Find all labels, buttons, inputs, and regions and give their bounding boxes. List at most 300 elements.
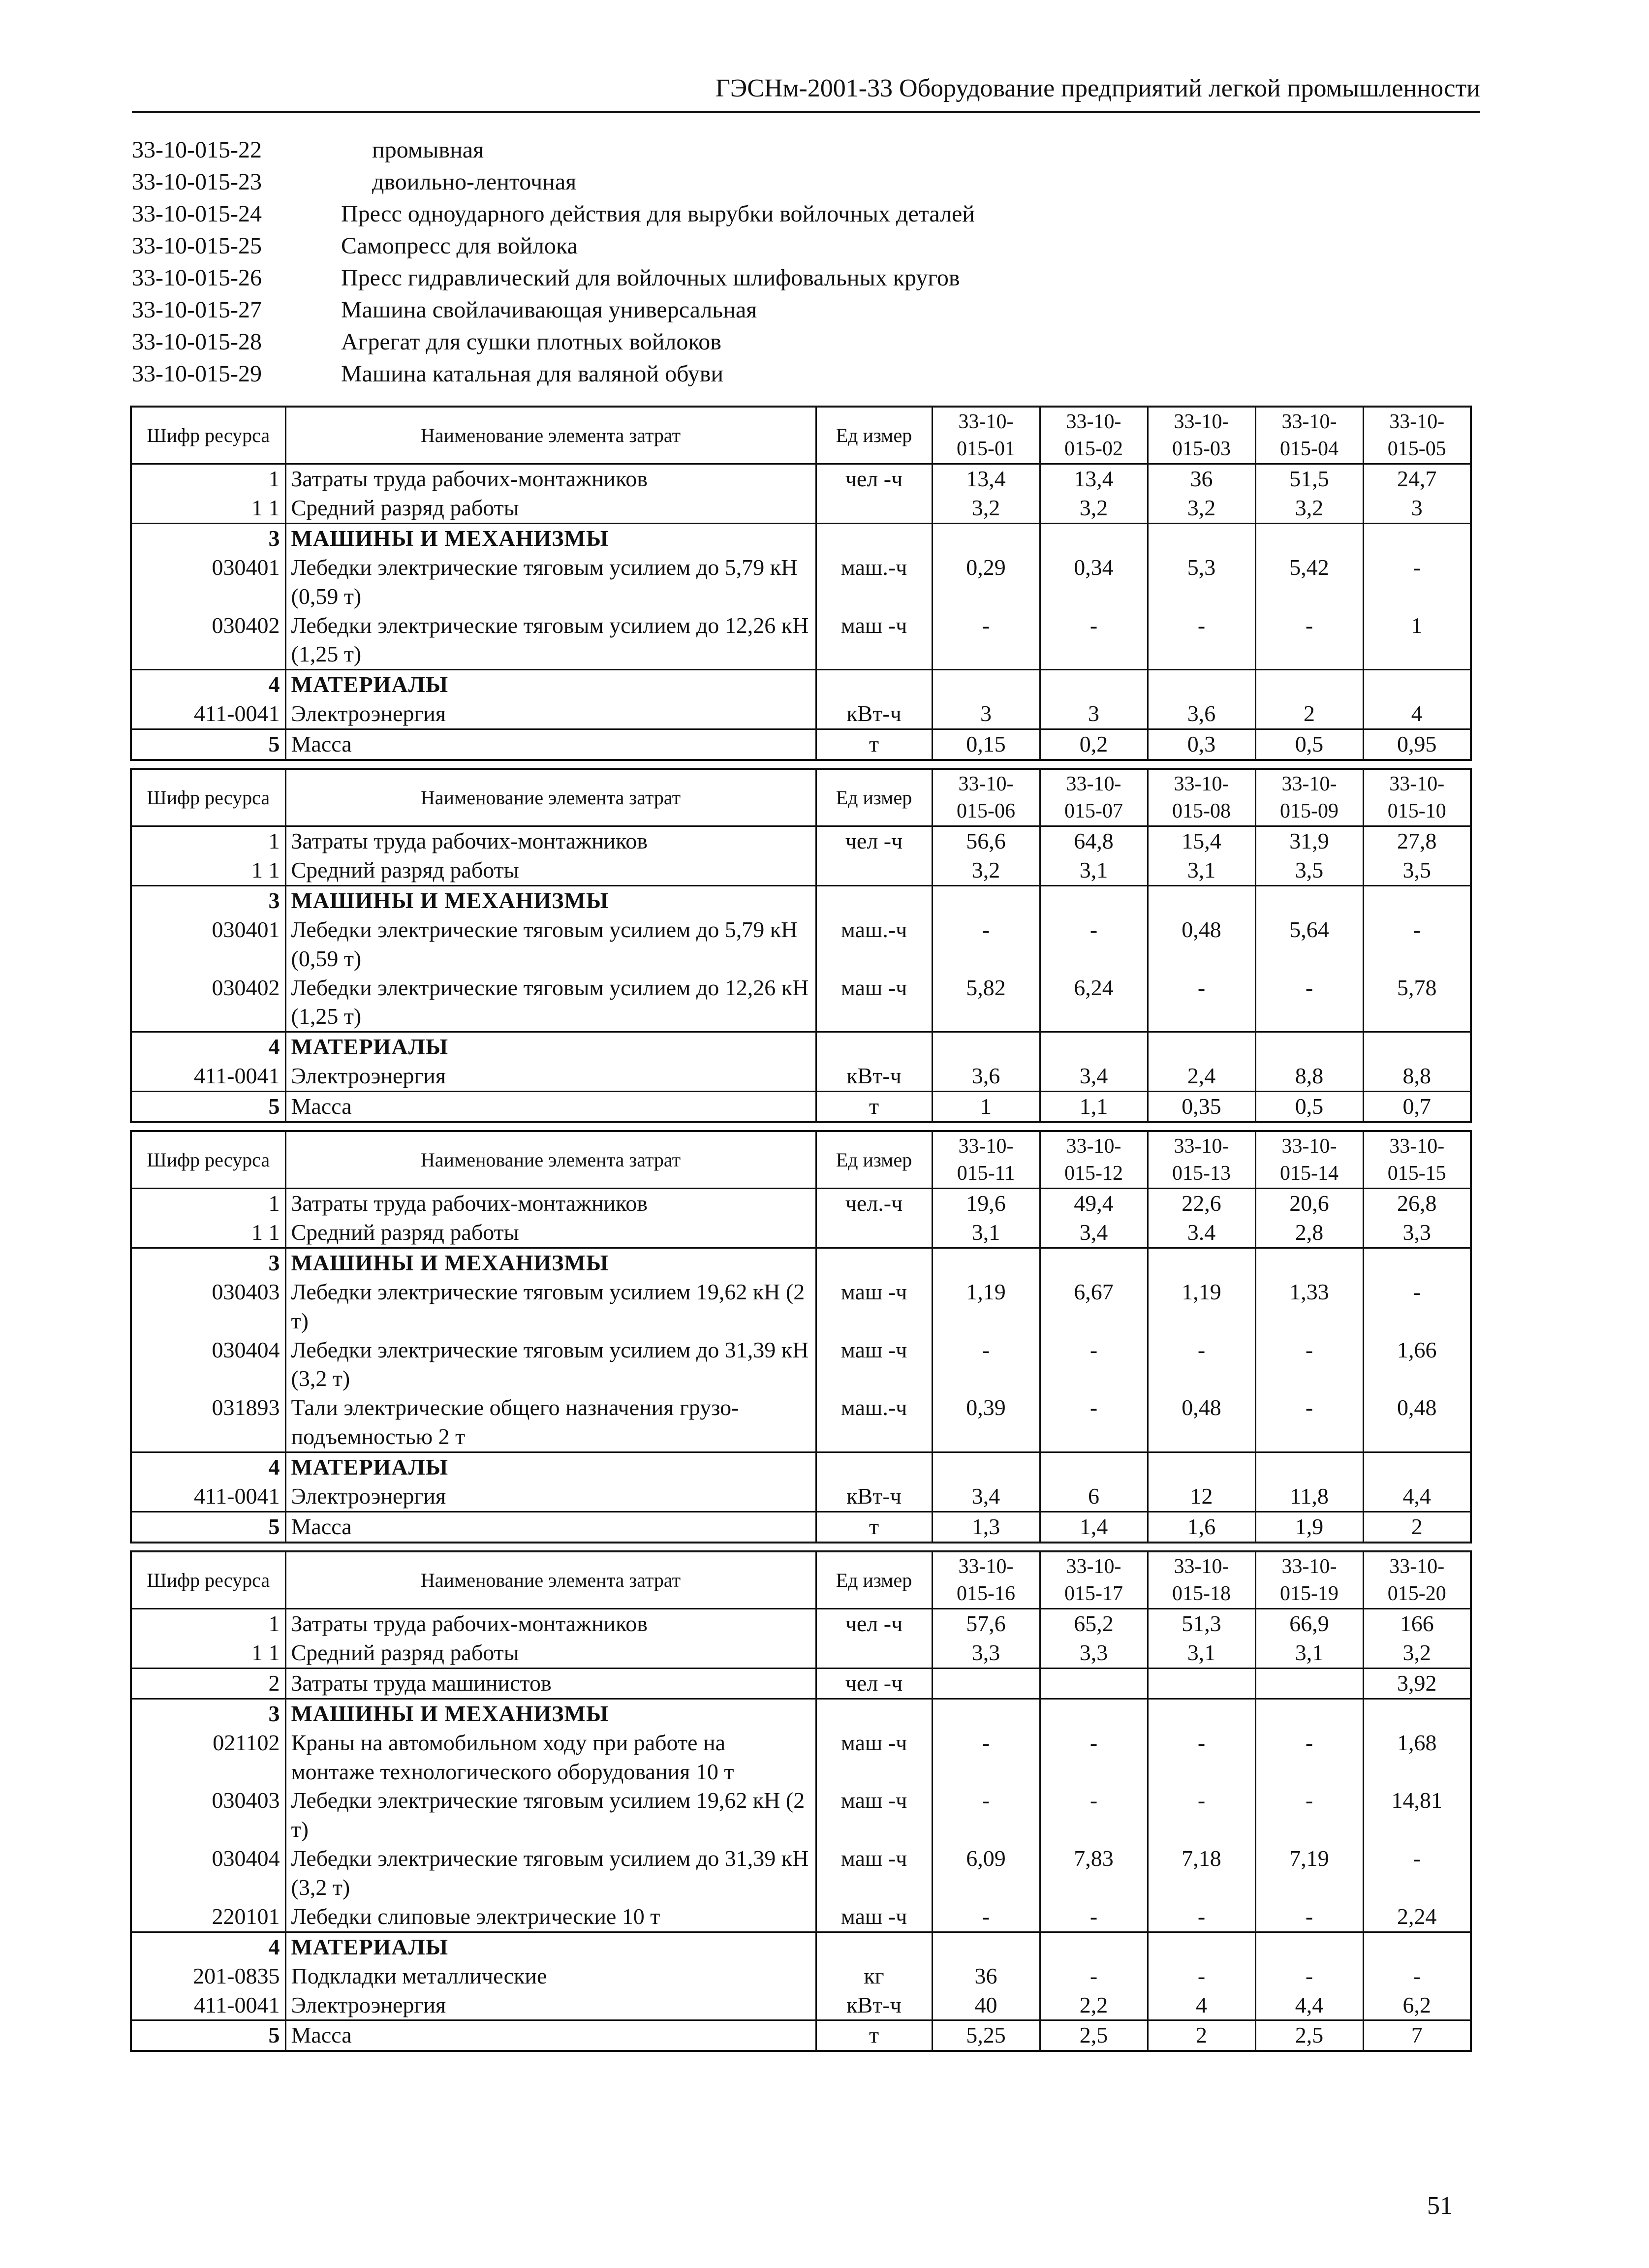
resource-unit (816, 670, 932, 699)
resource-unit (816, 1218, 932, 1248)
code-list-code: 33-10-015-27 (132, 297, 262, 323)
header-norm-code: 33-10- 015-20 (1363, 1551, 1471, 1609)
norm-value: 3,1 (932, 1218, 1040, 1248)
norm-value (1363, 885, 1471, 915)
table-row (131, 729, 1471, 760)
norm-table (130, 768, 1472, 1123)
norm-value: - (1148, 611, 1255, 670)
resource-code: 1 1 (131, 494, 285, 523)
code-list-code: 33-10-015-25 (132, 233, 262, 259)
norm-value: - (1255, 1902, 1363, 1932)
norm-value: - (1040, 915, 1148, 974)
norm-value (1255, 523, 1363, 553)
resource-name: МАШИНЫ И МЕХАНИЗМЫ (285, 523, 816, 553)
norm-value (932, 885, 1040, 915)
norm-value (932, 1699, 1040, 1728)
code-list-item (132, 294, 1461, 326)
norm-value: - (1040, 1729, 1148, 1787)
resource-name: МАТЕРИАЛЫ (285, 1452, 816, 1482)
norm-value: 3,92 (1363, 1668, 1471, 1699)
resource-code: 1 1 (131, 1638, 285, 1668)
norm-value: 6 (1040, 1482, 1148, 1512)
resource-code: 5 (131, 1512, 285, 1542)
norm-value: 0,39 (932, 1393, 1040, 1452)
resource-unit (816, 1248, 932, 1277)
norm-value: 3,1 (1148, 1638, 1255, 1668)
header-name: Наименование элемента затрат (285, 1551, 816, 1609)
header-norm-code: 33-10- 015-12 (1040, 1131, 1148, 1189)
norm-value: 6,09 (932, 1844, 1040, 1902)
resource-name: Масса (285, 1092, 816, 1122)
norm-value: 3,4 (1040, 1062, 1148, 1091)
norm-value: 8,8 (1255, 1062, 1363, 1091)
resource-code: 4 (131, 1932, 285, 1961)
resource-code: 411-0041 (131, 699, 285, 729)
resource-name: Масса (285, 1512, 816, 1542)
norm-value: 1,6 (1148, 1512, 1255, 1542)
norm-value: 27,8 (1363, 826, 1471, 856)
resource-unit: чел -ч (816, 826, 932, 856)
table-row (131, 2020, 1471, 2051)
resource-name: Лебедки электрические тяговым усилием до 31,39 кН (3,2 т) (285, 1844, 816, 1902)
resource-unit (816, 1638, 932, 1668)
norm-value: 0,5 (1255, 729, 1363, 760)
code-list-code: 33-10-015-28 (132, 329, 262, 355)
header-norm-code: 33-10- 015-03 (1148, 407, 1255, 464)
norm-value: - (1040, 1902, 1148, 1932)
code-list-name: промывная (372, 137, 484, 163)
table-row (131, 1062, 1471, 1091)
norm-value: 51,3 (1148, 1609, 1255, 1638)
resource-unit: т (816, 729, 932, 760)
code-list-name: Пресс одноударного действия для вырубки войлочных деталей (341, 201, 975, 227)
norm-value (1040, 1668, 1148, 1699)
norm-value: 11,8 (1255, 1482, 1363, 1512)
resource-code: 5 (131, 2020, 285, 2051)
norm-value (1040, 1032, 1148, 1062)
table-row (131, 1278, 1471, 1336)
norm-value (1255, 885, 1363, 915)
resource-name: Подкладки металлические (285, 1962, 816, 1991)
norm-value: 3,2 (1148, 494, 1255, 523)
norm-table (130, 406, 1472, 761)
table-row (131, 1512, 1471, 1542)
norm-value (1148, 1932, 1255, 1961)
code-list-item (132, 166, 1461, 198)
norm-value (1148, 670, 1255, 699)
resource-name: Средний разряд работы (285, 1218, 816, 1248)
page-header (132, 74, 1480, 113)
norm-value: 166 (1363, 1609, 1471, 1638)
resource-code: 220101 (131, 1902, 285, 1932)
row-group (131, 885, 1471, 1032)
norm-value: 49,4 (1040, 1189, 1148, 1218)
norm-value: 3,5 (1363, 856, 1471, 885)
header-unit: Ед измер (816, 1131, 932, 1189)
resource-unit (816, 1032, 932, 1062)
norm-value: 0,29 (932, 553, 1040, 611)
norm-value: - (1040, 1393, 1148, 1452)
norm-value (932, 1248, 1040, 1277)
norm-value (1255, 1452, 1363, 1482)
resource-unit: т (816, 1512, 932, 1542)
resource-name: Масса (285, 2020, 816, 2051)
header-unit: Ед измер (816, 769, 932, 826)
header-norm-code: 33-10- 015-17 (1040, 1551, 1148, 1609)
table-row (131, 1638, 1471, 1668)
norm-value: 1,1 (1040, 1092, 1148, 1122)
table-row (131, 885, 1471, 915)
norm-value (1148, 1699, 1255, 1728)
resource-unit: т (816, 2020, 932, 2051)
code-list-name: Машина свойлачивающая универсальная (341, 297, 757, 323)
resource-unit (816, 494, 932, 523)
norm-value: - (1148, 1786, 1255, 1844)
header-norm-code: 33-10- 015-01 (932, 407, 1040, 464)
row-group (131, 670, 1471, 729)
norm-value: 3,3 (1363, 1218, 1471, 1248)
code-list-name: Машина катальная для валяной обуви (341, 361, 724, 387)
norm-value: 1 (1363, 611, 1471, 670)
table-row (131, 974, 1471, 1032)
resource-code: 4 (131, 670, 285, 699)
norm-value (1363, 1248, 1471, 1277)
resource-name: Затраты труда рабочих-монтажников (285, 826, 816, 856)
resource-unit (816, 885, 932, 915)
resource-code: 2 (131, 1668, 285, 1699)
row-group (131, 1932, 1471, 2020)
resource-code: 031893 (131, 1393, 285, 1452)
norm-value: 3,4 (1040, 1218, 1148, 1248)
header-code: Шифр ресурса (131, 769, 285, 826)
resource-code: 021102 (131, 1729, 285, 1787)
norm-value: 1,19 (932, 1278, 1040, 1336)
norm-value: 24,7 (1363, 464, 1471, 494)
table-row (131, 1482, 1471, 1512)
resource-unit: т (816, 1092, 932, 1122)
norm-value: 7,19 (1255, 1844, 1363, 1902)
header-norm-code: 33-10- 015-14 (1255, 1131, 1363, 1189)
norm-value: 5,3 (1148, 553, 1255, 611)
resource-code: 1 1 (131, 856, 285, 885)
resource-code: 3 (131, 885, 285, 915)
header-norm-code: 33-10- 015-13 (1148, 1131, 1255, 1189)
code-list-name: Самопресс для войлока (341, 233, 578, 259)
resource-unit: маш -ч (816, 974, 932, 1032)
resource-code: 030404 (131, 1844, 285, 1902)
norm-value: - (1148, 1962, 1255, 1991)
row-group (131, 1248, 1471, 1452)
norm-value (932, 1668, 1040, 1699)
norm-value: 40 (932, 1991, 1040, 2020)
resource-unit: маш -ч (816, 1336, 932, 1394)
norm-value: 3,2 (932, 856, 1040, 885)
row-group (131, 1609, 1471, 1669)
norm-value: 3,1 (1255, 1638, 1363, 1668)
norm-value (1040, 1932, 1148, 1961)
table-row (131, 1452, 1471, 1482)
resource-name: МАТЕРИАЛЫ (285, 1032, 816, 1062)
norm-value (1040, 1248, 1148, 1277)
norm-value: 3 (1040, 699, 1148, 729)
norm-value: 6,24 (1040, 974, 1148, 1032)
resource-name: МАТЕРИАЛЫ (285, 1932, 816, 1961)
norm-value: 57,6 (932, 1609, 1040, 1638)
code-list-name: Агрегат для сушки плотных войлоков (341, 329, 721, 355)
row-group (131, 1512, 1471, 1542)
table-row (131, 1248, 1471, 1277)
code-list-item (132, 198, 1461, 230)
row-group (131, 2020, 1471, 2051)
norm-value: 13,4 (1040, 464, 1148, 494)
norm-value: 1,33 (1255, 1278, 1363, 1336)
table-row (131, 915, 1471, 974)
norm-value: 6,67 (1040, 1278, 1148, 1336)
norm-value (932, 670, 1040, 699)
table-row (131, 1393, 1471, 1452)
norm-value: 22,6 (1148, 1189, 1255, 1218)
resource-name: Лебедки электрические тяговым усилием до 5,79 кН (0,59 т) (285, 553, 816, 611)
norm-value: 36 (1148, 464, 1255, 494)
resource-code: 1 1 (131, 1218, 285, 1248)
norm-value (1148, 1248, 1255, 1277)
code-list-code: 33-10-015-22 (132, 137, 262, 163)
code-list-item (132, 230, 1461, 262)
resource-name: Лебедки электрические тяговым усилием до 31,39 кН (3,2 т) (285, 1336, 816, 1394)
code-list-item (132, 262, 1461, 294)
resource-unit: маш -ч (816, 1844, 932, 1902)
code-list-name: Пресс гидравлический для войлочных шлифовальных кругов (341, 265, 960, 291)
header-name: Наименование элемента затрат (285, 1131, 816, 1189)
table-row (131, 1336, 1471, 1394)
norm-value (1040, 1699, 1148, 1728)
table-header-row (131, 407, 1471, 464)
resource-code: 3 (131, 523, 285, 553)
row-group (131, 523, 1471, 669)
norm-value: 13,4 (932, 464, 1040, 494)
header-name: Наименование элемента затрат (285, 769, 816, 826)
resource-name: Лебедки слиповые электрические 10 т (285, 1902, 816, 1932)
code-list-item (132, 326, 1461, 358)
norm-value (1255, 1699, 1363, 1728)
resource-unit: маш -ч (816, 1902, 932, 1932)
norm-value: 2,5 (1040, 2020, 1148, 2051)
norm-value: 0,7 (1363, 1092, 1471, 1122)
table-header-row (131, 769, 1471, 826)
norm-value: 26,8 (1363, 1189, 1471, 1218)
norm-value: - (1148, 974, 1255, 1032)
norm-value: 8,8 (1363, 1062, 1471, 1091)
resource-code: 5 (131, 729, 285, 760)
resource-name: Затраты труда рабочих-монтажников (285, 1609, 816, 1638)
norm-value: 19,6 (932, 1189, 1040, 1218)
resource-name: МАШИНЫ И МЕХАНИЗМЫ (285, 1248, 816, 1277)
row-group (131, 1699, 1471, 1932)
norm-value (1363, 1032, 1471, 1062)
row-group (131, 1092, 1471, 1122)
norm-value: - (1363, 553, 1471, 611)
resource-code: 1 (131, 464, 285, 494)
header-norm-code: 33-10- 015-11 (932, 1131, 1040, 1189)
norm-value: 51,5 (1255, 464, 1363, 494)
norm-value: 0,5 (1255, 1092, 1363, 1122)
resource-code: 1 (131, 1189, 285, 1218)
norm-value: 7,83 (1040, 1844, 1148, 1902)
resource-unit: кВт-ч (816, 699, 932, 729)
resource-name: МАШИНЫ И МЕХАНИЗМЫ (285, 885, 816, 915)
norm-value: - (1040, 611, 1148, 670)
norm-value (1255, 1032, 1363, 1062)
resource-unit: маш.-ч (816, 553, 932, 611)
resource-unit: чел -ч (816, 464, 932, 494)
norm-value: 64,8 (1040, 826, 1148, 856)
resource-name: Лебедки электрические тяговым усилием 19,62 кН (2 т) (285, 1278, 816, 1336)
resource-name: Электроэнергия (285, 1991, 816, 2020)
norm-value: 65,2 (1040, 1609, 1148, 1638)
resource-unit: кВт-ч (816, 1991, 932, 2020)
table-row (131, 856, 1471, 885)
header-norm-code: 33-10- 015-15 (1363, 1131, 1471, 1189)
norm-value: 4 (1148, 1991, 1255, 2020)
table-header-row (131, 1551, 1471, 1609)
norm-value: 0,95 (1363, 729, 1471, 760)
header-norm-code: 33-10- 015-07 (1040, 769, 1148, 826)
norm-value: - (1040, 1786, 1148, 1844)
resource-code: 030403 (131, 1278, 285, 1336)
resource-unit: маш.-ч (816, 915, 932, 974)
norm-value: 2 (1255, 699, 1363, 729)
resource-unit: чел -ч (816, 1609, 932, 1638)
table-row (131, 553, 1471, 611)
norm-value: 1,4 (1040, 1512, 1148, 1542)
norm-value: 3,6 (932, 1062, 1040, 1091)
resource-unit: чел.-ч (816, 1189, 932, 1218)
norm-value: 7,18 (1148, 1844, 1255, 1902)
norm-value: 2,8 (1255, 1218, 1363, 1248)
norm-value: - (1148, 1902, 1255, 1932)
header-norm-code: 33-10- 015-08 (1148, 769, 1255, 826)
norm-value (1255, 1248, 1363, 1277)
resource-unit (816, 856, 932, 885)
norm-value: 6,2 (1363, 1991, 1471, 2020)
resource-code: 1 (131, 1609, 285, 1638)
norm-value: 3,2 (1255, 494, 1363, 523)
resource-code: 4 (131, 1452, 285, 1482)
row-group (131, 729, 1471, 760)
resource-code: 5 (131, 1092, 285, 1122)
header-norm-code: 33-10- 015-09 (1255, 769, 1363, 826)
norm-value (1363, 1932, 1471, 1961)
norm-value: - (1363, 1844, 1471, 1902)
norm-value: - (1363, 915, 1471, 974)
norm-value: 1,66 (1363, 1336, 1471, 1394)
norm-value (1255, 670, 1363, 699)
resource-name: Лебедки электрические тяговым усилием до 12,26 кН (1,25 т) (285, 611, 816, 670)
resource-code: 3 (131, 1248, 285, 1277)
table-row (131, 1699, 1471, 1728)
norm-value: - (1148, 1336, 1255, 1394)
header-title: ГЭСНм-2001-33 Оборудование предприятий легкой промышленности (715, 74, 1480, 102)
norm-value: - (932, 1336, 1040, 1394)
resource-name: Лебедки электрические тяговым усилием до 5,79 кН (0,59 т) (285, 915, 816, 974)
norm-value (932, 1932, 1040, 1961)
norm-value: 3,2 (1040, 494, 1148, 523)
table-row (131, 1962, 1471, 1991)
norm-value: 3,3 (932, 1638, 1040, 1668)
norm-value: 4 (1363, 699, 1471, 729)
resource-code: 411-0041 (131, 1482, 285, 1512)
table-row (131, 1032, 1471, 1062)
norm-value: 4,4 (1255, 1991, 1363, 2020)
resource-unit: маш.-ч (816, 1393, 932, 1452)
table-row (131, 611, 1471, 670)
resource-name: Тали электрические общего назначения грузо-подъемностью 2 т (285, 1393, 816, 1452)
resource-name: Электроэнергия (285, 699, 816, 729)
norm-value (1148, 1668, 1255, 1699)
resource-name: Затраты труда рабочих-монтажников (285, 464, 816, 494)
norm-value: 3,4 (932, 1482, 1040, 1512)
norm-value: 3,1 (1148, 856, 1255, 885)
norm-value: 3,2 (932, 494, 1040, 523)
header-norm-code: 33-10- 015-02 (1040, 407, 1148, 464)
norm-value: 3 (932, 699, 1040, 729)
norm-value: 3 (1363, 494, 1471, 523)
norm-value (1255, 1668, 1363, 1699)
header-unit: Ед измер (816, 1551, 932, 1609)
norm-value: 0,48 (1363, 1393, 1471, 1452)
norm-value: 2,24 (1363, 1902, 1471, 1932)
code-list-code: 33-10-015-24 (132, 201, 262, 227)
norm-value: 2,4 (1148, 1062, 1255, 1091)
code-list-code: 33-10-015-26 (132, 265, 262, 291)
resource-name: Лебедки электрические тяговым усилием 19,62 кН (2 т) (285, 1786, 816, 1844)
resource-code: 4 (131, 1032, 285, 1062)
header-norm-code: 33-10- 015-06 (932, 769, 1040, 826)
resource-name: Масса (285, 729, 816, 760)
norm-value: 5,64 (1255, 915, 1363, 974)
norm-value: 0,34 (1040, 553, 1148, 611)
norm-value: - (932, 1786, 1040, 1844)
table-row (131, 464, 1471, 494)
norm-value: 36 (932, 1962, 1040, 1991)
resource-unit: маш -ч (816, 1278, 932, 1336)
table-row (131, 1902, 1471, 1932)
header-code: Шифр ресурса (131, 1551, 285, 1609)
norm-value: 0,35 (1148, 1092, 1255, 1122)
norm-value: 0,3 (1148, 729, 1255, 760)
norm-value (1040, 885, 1148, 915)
header-norm-code: 33-10- 015-19 (1255, 1551, 1363, 1609)
resource-code: 030401 (131, 915, 285, 974)
norm-value: 5,42 (1255, 553, 1363, 611)
norm-value: 14,81 (1363, 1786, 1471, 1844)
norm-value (1363, 1452, 1471, 1482)
norm-value: 1,9 (1255, 1512, 1363, 1542)
norm-value: - (1255, 1786, 1363, 1844)
header-norm-code: 33-10- 015-16 (932, 1551, 1040, 1609)
norm-value: 5,25 (932, 2020, 1040, 2051)
row-group (131, 1032, 1471, 1092)
resource-name: Электроэнергия (285, 1062, 816, 1091)
resource-code: 3 (131, 1699, 285, 1728)
code-list-code: 33-10-015-29 (132, 361, 262, 387)
resource-name: МАТЕРИАЛЫ (285, 670, 816, 699)
norm-value (932, 1452, 1040, 1482)
table-row (131, 699, 1471, 729)
norm-value: 7 (1363, 2020, 1471, 2051)
header-name: Наименование элемента затрат (285, 407, 816, 464)
resource-name: Затраты труда рабочих-монтажников (285, 1189, 816, 1218)
